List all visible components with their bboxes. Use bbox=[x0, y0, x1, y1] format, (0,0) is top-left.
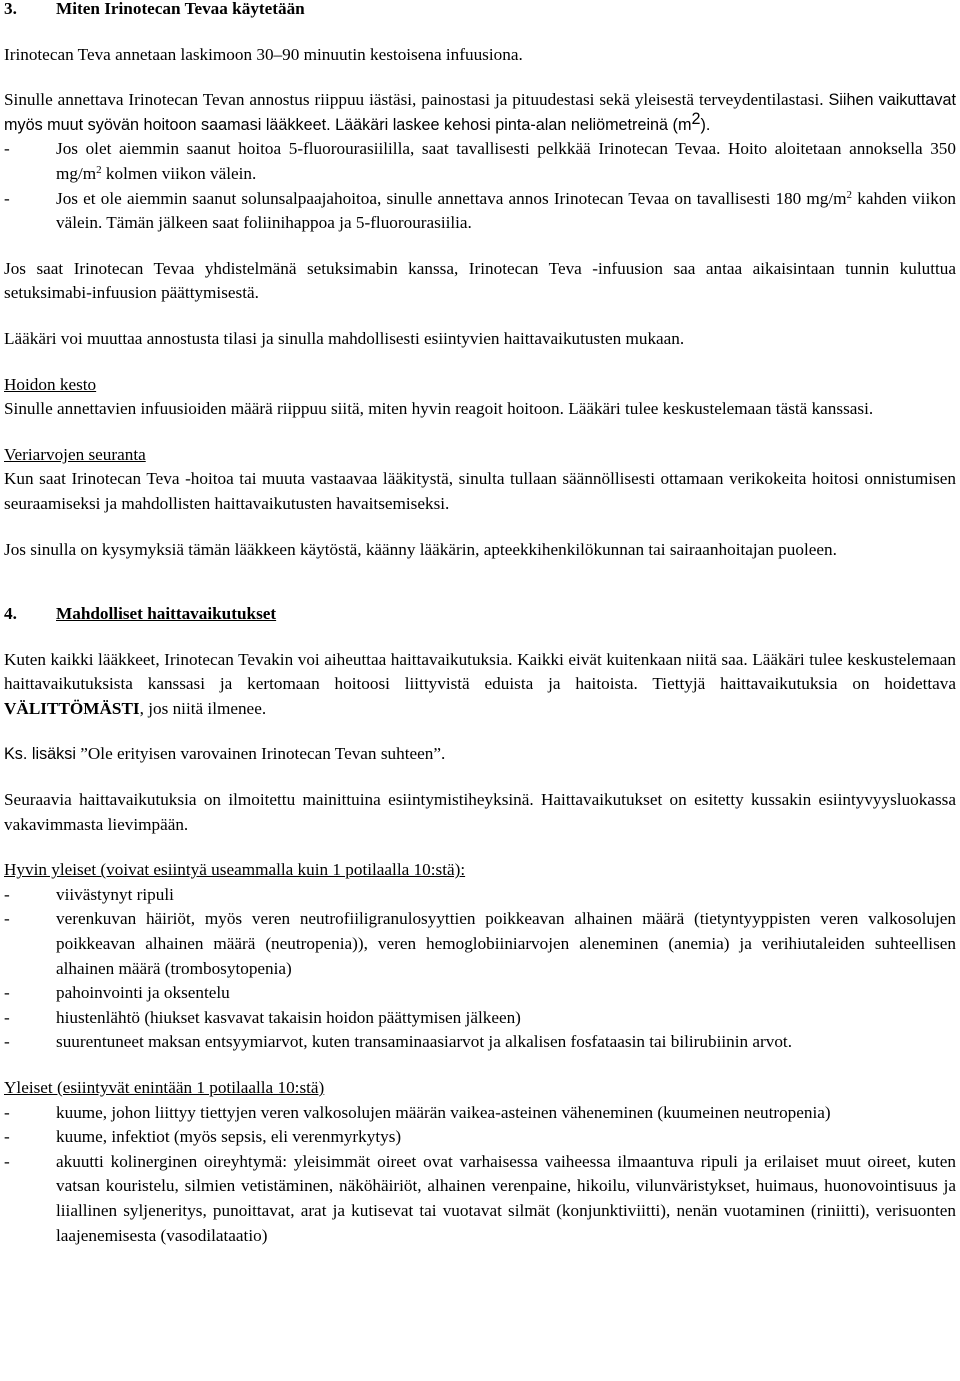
side-effects-intro-a: Kuten kaikki lääkkeet, Irinotecan Tevakin voi aiheuttaa haittavaikutuksia. Kaikki eivät kuitenkaan niitä saa. bbox=[4, 649, 748, 669]
side-effects-intro-end: , jos niitä ilmenee. bbox=[139, 698, 267, 718]
list-dash: - bbox=[4, 1007, 10, 1027]
list-item-text-b: kolmen viikon välein. bbox=[101, 163, 257, 183]
see-also-reference bbox=[4, 742, 956, 767]
list-item bbox=[4, 137, 956, 186]
dosage-text-b: Siihen vaikuttavat myös muut syövän hoitoon saamasi lääkkeet. Lääkäri laskee kehosi pinta-alan neliömetreinä (m bbox=[4, 91, 956, 134]
immediately-emphasis: VÄLITTÖMÄSTI bbox=[4, 698, 140, 718]
questions-paragraph: Jos sinulla on kysymyksiä tämän lääkkeen käytöstä, käänny lääkärin, apteekkihenkilökunnan tai sairaanhoitajan puoleen. bbox=[4, 539, 837, 559]
list-item-text-a: Jos olet aiemmin saanut hoitoa 5-fluorourasiililla, saat tavallisesti pelkkää Irinotecan Tevaa. Hoito aloitetaan annoksella 350 mg/m bbox=[56, 139, 956, 183]
list-dash: - bbox=[4, 1032, 10, 1052]
blood-monitoring-heading: Veriarvojen seuranta bbox=[4, 444, 146, 464]
common-heading: Yleiset (esiintyvät enintään 1 potilaalla 10:stä) bbox=[4, 1078, 325, 1097]
list-item bbox=[4, 1150, 956, 1248]
list-item bbox=[4, 1030, 956, 1055]
list-item bbox=[4, 907, 956, 981]
duration-heading: Hoidon kesto bbox=[4, 374, 97, 394]
see-also-text: ”Ole erityisen varovainen Irinotecan Tevan suhteen”. bbox=[75, 744, 446, 764]
side-effects-intro bbox=[4, 648, 956, 722]
list-item-text: suurentuneet maksan entsyymiarvot, kuten transaminaasiarvot ja alkalisen fosfataasin tai bilirubiinin arvot. bbox=[56, 1032, 792, 1052]
list-item-text: hiustenlähtö (hiukset kasvavat takaisin hoidon päättymisen jälkeen) bbox=[56, 1007, 521, 1027]
list-dash: - bbox=[4, 139, 10, 159]
list-item-sup: 2 bbox=[846, 188, 853, 201]
list-dash: - bbox=[4, 884, 10, 904]
list-item bbox=[4, 1125, 956, 1150]
dosage-text-end: ). bbox=[700, 115, 711, 134]
section-3-number: 3. bbox=[4, 0, 17, 18]
section-4-number: 4. bbox=[4, 604, 17, 624]
blood-monitoring-text: Kun saat Irinotecan Teva -hoitoa tai muuta vastaavaa lääkitystä, sinulta tullaan säännöllisesti ottamaan verikokeita hoitosi onnistumisen seuraamiseksi ja mahdollisten haittavaikutusten havaitsemiseksi. bbox=[4, 469, 956, 513]
list-dash: - bbox=[4, 983, 10, 1003]
duration-text: Sinulle annettavien infuusioiden määrä riippuu siitä, miten hyvin reagoit hoitoon. Lääkäri tulee keskustelemaan tästä kanssasi. bbox=[4, 399, 874, 419]
dosage-text-a: Sinulle annettava Irinotecan Tevan annostus riippuu iästäsi, painostasi ja pituudestasi sekä yleisestä terveydentilastasi. bbox=[4, 90, 824, 110]
list-dash: - bbox=[4, 1102, 10, 1122]
section-3-heading bbox=[4, 0, 956, 22]
list-dash: - bbox=[4, 909, 10, 929]
list-dash: - bbox=[4, 1151, 10, 1171]
list-item-text: akuutti kolinerginen oireyhtymä: yleisimmät oireet ovat varhaisessa vaiheessa ilmaantuva ripuli ja erilaiset muut oireet, kuten vatsan kouristelu, silmien vetistäminen, näköhäiriöt, alhainen verenpaine, hikoilu, vilunväristykset, huimaus, huonovointisuus ja liiallinen syljeneritys, punoittavat, arat ja kutisevat tai vuotavat silmät (konjunktiviitti), nenän vuotaminen (riniitti), verisuonten laajenemisesta (vasodilataatio) bbox=[56, 1151, 956, 1245]
cetuximab-paragraph: Jos saat Irinotecan Tevaa yhdistelmänä setuksimabin kanssa, Irinotecan Teva -infuusion saa antaa aikaisintaan tunnin kuluttua setuksimabi-infuusion päättymisestä. bbox=[4, 258, 956, 303]
list-item bbox=[4, 187, 956, 236]
list-item-text: pahoinvointi ja oksentelu bbox=[56, 983, 230, 1003]
list-item-text: verenkuvan häiriöt, myös veren neutrofiiligranulosyyttien poikkeavan alhainen määrä (tietyntyyppisten veren valkosolujen poikkeavan alhainen määrä (neutropenia)), veren hemoglobiiniarvojen aleneminen (anemia) ja verihiutaleiden suhteellisen alhainen määrä (trombosytopenia) bbox=[56, 909, 956, 978]
list-item bbox=[4, 981, 956, 1006]
list-item-text: kuume, johon liittyy tiettyjen veren valkosolujen määrän vaikea-asteinen väheneminen (kuumeinen neutropenia) bbox=[56, 1102, 831, 1122]
dosage-sup: 2 bbox=[691, 109, 701, 128]
very-common-heading: Hyvin yleiset (voivat esiintyä useammalla kuin 1 potilaalla 10:stä): bbox=[4, 860, 466, 880]
list-item bbox=[4, 883, 956, 908]
section-3-title: Miten Irinotecan Tevaa käytetään bbox=[56, 0, 305, 18]
list-item bbox=[4, 1006, 956, 1031]
frequency-paragraph: Seuraavia haittavaikutuksia on ilmoitettu mainittuina esiintymistiheyksinä. Haittavaikutukset on esitetty kussakin esiintyvyysluokassa vakavimmasta lievimpään. bbox=[4, 790, 956, 834]
list-item-text-b: kahden viikon välein. Tämän jälkeen saat foliinihappoa ja 5-fluorourasiilia. bbox=[56, 188, 957, 233]
section-4-heading bbox=[4, 602, 956, 627]
side-effects-intro-b: Lääkäri tulee keskustelemaan haittavaikutuksista kanssasi ja kertomaan hoitoosi liittyvistä eduista ja haitoista. Tiettyjä haittavaikutuksia on hoidettava bbox=[4, 649, 957, 694]
list-dash: - bbox=[4, 1127, 10, 1147]
section-4-title: Mahdolliset haittavaikutukset bbox=[56, 604, 277, 624]
list-item-text: kuume, infektiot (myös sepsis, eli verenmyrkytys) bbox=[56, 1127, 402, 1147]
list-dash: - bbox=[4, 188, 10, 208]
adjustment-paragraph: Lääkäri voi muuttaa annostusta tilasi ja sinulla mahdollisesti esiintyvien haittavaikutusten mukaan. bbox=[4, 328, 685, 348]
list-item-text bbox=[56, 187, 956, 236]
list-item-text: viivästynyt ripuli bbox=[56, 884, 174, 904]
see-also-prefix: Ks. lisäksi bbox=[4, 745, 76, 764]
list-item-text-a: Jos et ole aiemmin saanut solunsalpaajahoitoa, sinulle annettava annos Irinotecan Tevaa on tavallisesti 180 mg/m bbox=[56, 188, 847, 208]
list-item-text bbox=[56, 137, 956, 186]
list-item bbox=[4, 1101, 956, 1126]
dosage-paragraph bbox=[4, 88, 956, 137]
list-item-sup: 2 bbox=[96, 163, 102, 176]
infusion-paragraph: Irinotecan Teva annetaan laskimoon 30–90 minuutin kestoisena infuusiona. bbox=[4, 44, 523, 64]
